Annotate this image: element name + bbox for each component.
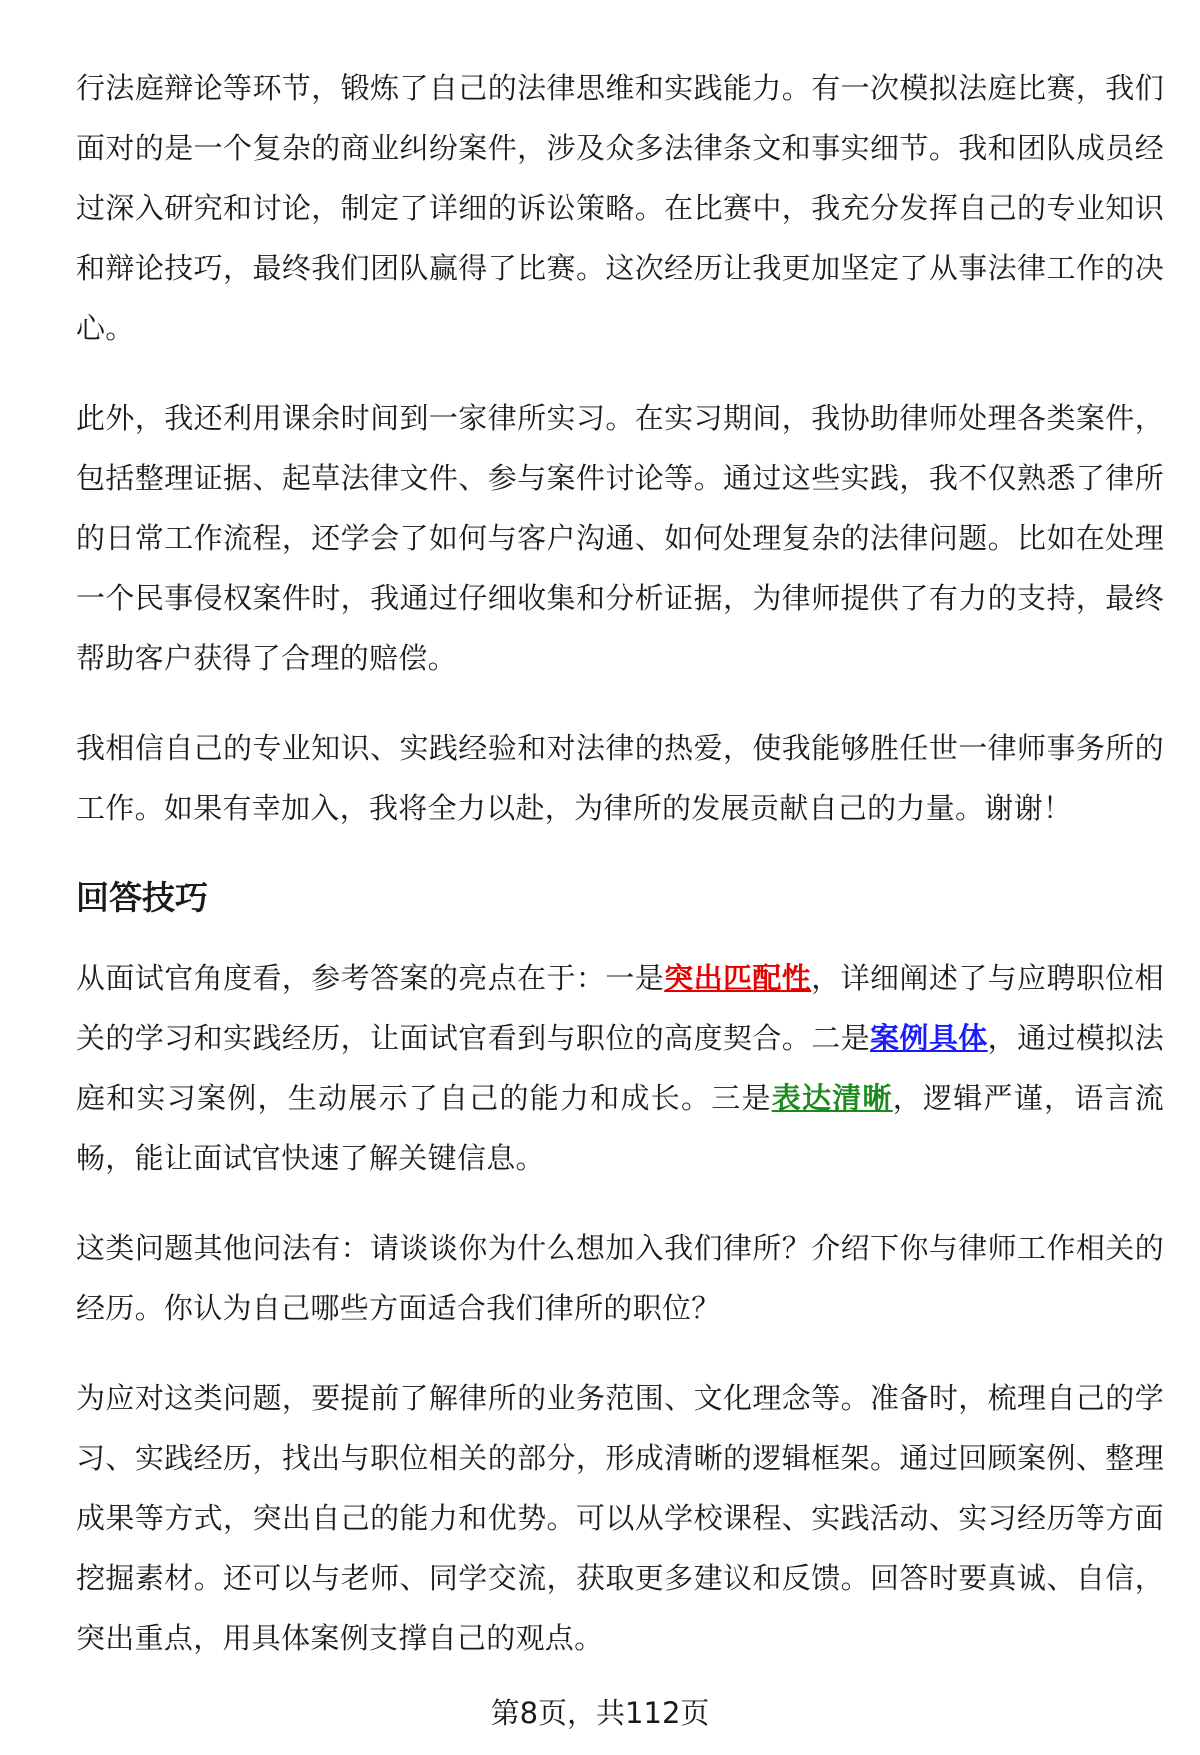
other-questions-paragraph: 这类问题其他问法有：请谈谈你为什么想加入我们律所？介绍下你与律师工作相关的经历。你认为自己哪些方面适合我们律所的职位？ bbox=[76, 1231, 1164, 1325]
advice-paragraph: 为应对这类问题，要提前了解律所的业务范围、文化理念等。准备时，梳理自己的学习、实践经历，找出与职位相关的部分，形成清晰的逻辑框架。通过回顾案例、整理成果等方式，突出自己的能力和优势。可以从学校课程、实践活动、实习经历等方面挖掘素材。还可以与老师、同学交流，获取更多建议和反馈。回答时要真诚、自信，突出重点，用具体案例支撑自己的观点。 bbox=[76, 1381, 1164, 1655]
highlight-clarity: 表达清晰 bbox=[771, 1081, 893, 1115]
page-number: 第8页，共112页 bbox=[490, 1696, 710, 1730]
tips-paragraph bbox=[76, 948, 1164, 1188]
section-heading: 回答技巧 bbox=[76, 878, 208, 917]
highlight-cases: 案例具体 bbox=[870, 1021, 988, 1055]
paragraph: 我相信自己的专业知识、实践经验和对法律的热爱，使我能够胜任世一律师事务所的工作。如果有幸加入，我将全力以赴，为律所的发展贡献自己的力量。谢谢！ bbox=[76, 731, 1164, 825]
highlight-match: 突出匹配性 bbox=[664, 961, 812, 995]
paragraph: 此外，我还利用课余时间到一家律所实习。在实习期间，我协助律师处理各类案件，包括整理证据、起草法律文件、参与案件讨论等。通过这些实践，我不仅熟悉了律所的日常工作流程，还学会了如何与客户沟通、如何处理复杂的法律问题。比如在处理一个民事侵权案件时，我通过仔细收集和分析证据，为律师提供了有力的支持，最终帮助客户获得了合理的赔偿。 bbox=[76, 401, 1164, 675]
paragraph: 行法庭辩论等环节，锻炼了自己的法律思维和实践能力。有一次模拟法庭比赛，我们面对的是一个复杂的商业纠纷案件，涉及众多法律条文和事实细节。我和团队成员经过深入研究和讨论，制定了详细的诉讼策略。在比赛中，我充分发挥自己的专业知识和辩论技巧，最终我们团队赢得了比赛。这次经历让我更加坚定了从事法律工作的决心。 bbox=[76, 71, 1164, 345]
text: ，详细阐述了与应聘职位相关的学习和实践经历，让面试官看到与职位的高度契合。二是 bbox=[76, 961, 1164, 1055]
document-body bbox=[76, 58, 1164, 1698]
text: ，通过模拟法庭和实习案例，生动展示了自己的能力和成长。三是 bbox=[76, 1021, 1164, 1115]
text: 从面试官角度看，参考答案的亮点在于：一是 bbox=[76, 961, 665, 995]
text: ，逻辑严谨，语言流畅，能让面试官快速了解关键信息。 bbox=[76, 1081, 1165, 1175]
